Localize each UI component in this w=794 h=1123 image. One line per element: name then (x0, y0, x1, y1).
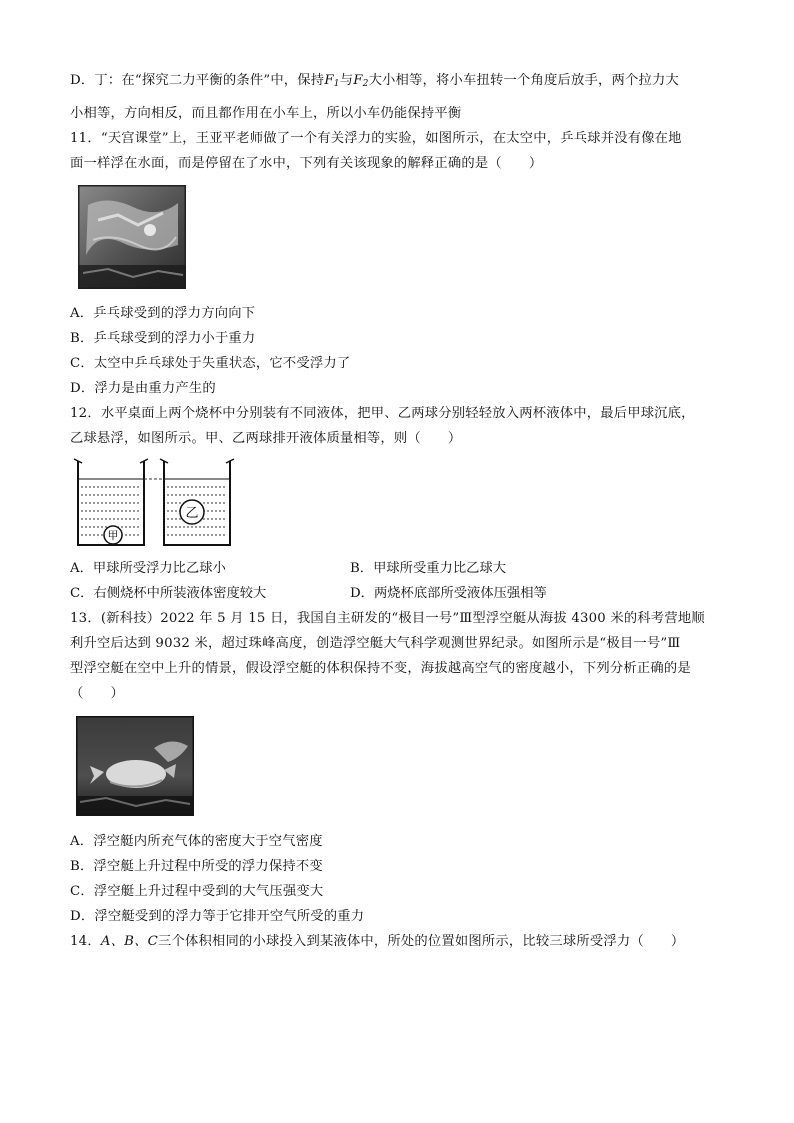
q14-stem: 14．A、B、C三个体积相同的小球投入到某液体中，所处的位置如图所示，比较三球所受浮力（ ） (70, 934, 685, 949)
q12-option-d: D．两烧杯底部所受液体压强相等 (350, 586, 547, 601)
q13-stem-line2: 利升空后达到 9032 米，超过珠峰高度，创造浮空艇大气科学观测世界纪录。如图所示是“极目一号”Ⅲ (70, 636, 681, 651)
q13-stem-line3: 型浮空艇在空中上升的情景，假设浮空艇的体积保持不变，海拔越高空气的密度越小，下列分析正确的是 (70, 661, 691, 676)
right-beaker (160, 459, 234, 545)
left-beaker (74, 459, 148, 545)
q13-option-d: D．浮空艇受到的浮力等于它排开空气所受的重力 (70, 909, 365, 924)
ball-yi-label: 乙 (185, 506, 199, 521)
q13-option-b: B．浮空艇上升过程中所受的浮力保持不变 (70, 859, 323, 874)
q13-stem-line1: 13．(新科技）2022 年 5 月 15 日，我国自主研发的“极目一号”Ⅲ型浮空艇从海拔 4300 米的科考营地顺 (70, 611, 705, 626)
force-symbol-f1: $F_1$ (324, 73, 340, 89)
q11-option-d: D．浮力是由重力产生的 (70, 381, 216, 396)
q10-option-d-line1: D．丁：在“探究二力平衡的条件”中，保持$F_1$与$F_2$大小相等，将小车扭转一个角度后放手，两个拉力大 (70, 73, 679, 89)
q11-option-c: C．太空中乒乓球处于失重状态，它不受浮力了 (70, 356, 351, 371)
q12-option-a: A．甲球所受浮力比乙球小 (70, 561, 226, 576)
q11-photo-image (78, 185, 186, 289)
q12-option-b: B．甲球所受重力比乙球大 (350, 561, 507, 576)
q13-photo-image (76, 716, 194, 816)
q12-beakers-diagram (72, 455, 242, 551)
q13-option-c: C．浮空艇上升过程中受到的大气压强变大 (70, 884, 324, 899)
q13-option-a: A．浮空艇内所充气体的密度大于空气密度 (70, 834, 323, 849)
q12-stem-line2: 乙球悬浮，如图所示。甲、乙两球排开液体质量相等，则（ ） (70, 431, 462, 446)
q13-stem-line4: （ ） (70, 686, 124, 701)
q13-airship-photo (76, 716, 194, 816)
q11-option-b: B．乒乓球受到的浮力小于重力 (70, 331, 256, 346)
q12-stem-line1: 12．水平桌面上两个烧杯中分别装有不同液体，把甲、乙两球分别轻轻放入两杯液体中，最后甲球沉底， (70, 406, 695, 421)
ball-jia-label: 甲 (107, 529, 119, 542)
q12-option-c: C．右侧烧杯中所装液体密度较大 (70, 586, 267, 601)
q11-stem-line2: 面一样浮在水面，而是停留在了水中，下列有关该现象的解释正确的是（ ） (70, 156, 543, 171)
q11-pingpong-photo (78, 185, 186, 289)
q10-option-d-line2: 小相等，方向相反，而且都作用在小车上，所以小车仍能保持平衡 (70, 106, 462, 121)
q14-ball-letters: A、B、C (100, 934, 158, 949)
q11-stem-line1: 11．“天宫课堂”上，王亚平老师做了一个有关浮力的实验，如图所示，在太空中，乒乓球并没有像在地 (70, 131, 682, 146)
force-symbol-f2: $F_2$ (353, 73, 369, 89)
q11-option-a: A．乒乓球受到的浮力方向向下 (70, 306, 256, 321)
